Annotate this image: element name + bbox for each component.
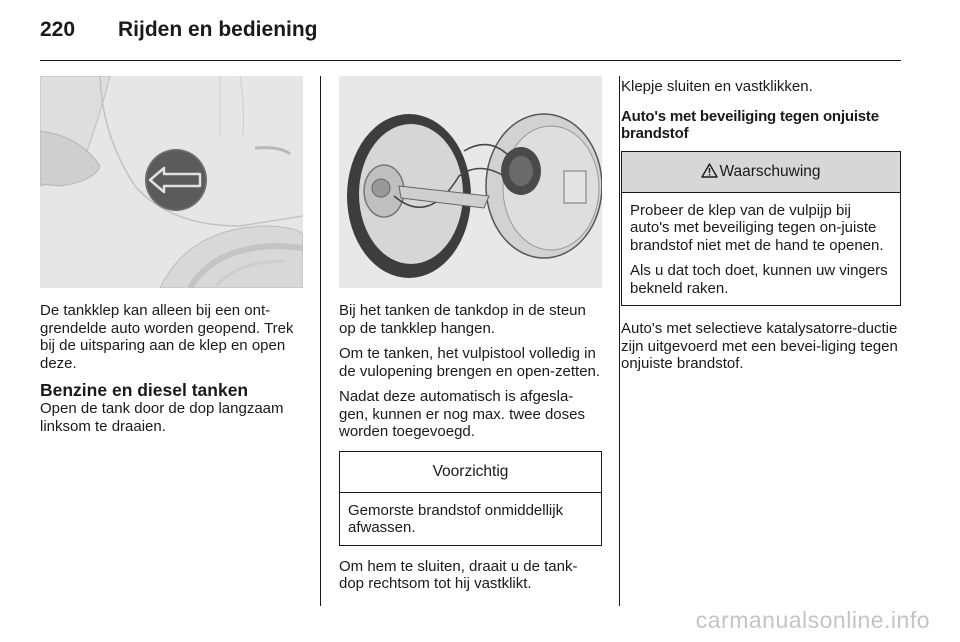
paragraph: Om te tanken, het vulpistool volledig in de vulopening brengen en open-zetten.	[339, 345, 601, 380]
fuel-flap-closed-illustration	[40, 76, 303, 288]
car-rear-fuel-flap-drawing	[40, 76, 303, 288]
column-divider-1	[320, 76, 321, 606]
caution-title: Voorzichtig	[340, 452, 601, 493]
subsection-heading: Auto's met beveiliging tegen onjuiste brandstof	[621, 107, 879, 142]
header-divider	[40, 60, 901, 61]
caution-text: Gemorste brandstof onmiddellijk afwassen.	[348, 501, 564, 536]
column-1	[40, 76, 303, 443]
section-heading: Benzine en diesel tanken	[40, 380, 249, 400]
watermark: carmanualsonline.info	[695, 607, 930, 633]
paragraph: Om hem te sluiten, draait u de tank-dop rechtsom tot hij vastklikt.	[339, 557, 578, 592]
column-3	[621, 78, 901, 381]
paragraph: Open de tank door de dop langzaam linksom te draaien.	[40, 400, 284, 435]
warning-box	[621, 151, 901, 307]
column-divider-2	[619, 76, 620, 606]
warning-text: Probeer de klep van de vulpijp bij auto's met beveiliging tegen on-juiste brandstof niet met de hand te openen.	[630, 201, 884, 254]
warning-text: Als u dat toch doet, kunnen uw vingers bekneld raken.	[630, 262, 888, 297]
page-number: 220	[40, 18, 76, 41]
page-header	[40, 18, 318, 48]
paragraph: De tankklep kan alleen bij een ont-grendelde auto worden geopend. Trek bij de uitsparing aan de klep en open deze.	[40, 302, 294, 372]
open-fuel-flap-drawing	[339, 76, 602, 288]
column-2	[339, 76, 602, 601]
warning-title: Waarschuwing	[719, 162, 821, 180]
warning-triangle-icon	[701, 163, 718, 178]
paragraph: Auto's met selectieve katalysatorre-ductie zijn uitgevoerd met een bevei-liging tegen onjuiste brandstof.	[621, 320, 898, 372]
warning-header	[622, 152, 900, 193]
fuel-cap-open-illustration	[339, 76, 602, 288]
paragraph: Bij het tanken de tankdop in de steun op de tankklep hangen.	[339, 302, 586, 337]
caution-box	[339, 451, 602, 546]
paragraph: Klepje sluiten en vastklikken.	[621, 78, 813, 95]
paragraph: Nadat deze automatisch is afgesla-gen, kunnen er nog max. twee doses worden toegevoegd.	[339, 388, 585, 440]
chapter-title: Rijden en bediening	[118, 18, 318, 41]
